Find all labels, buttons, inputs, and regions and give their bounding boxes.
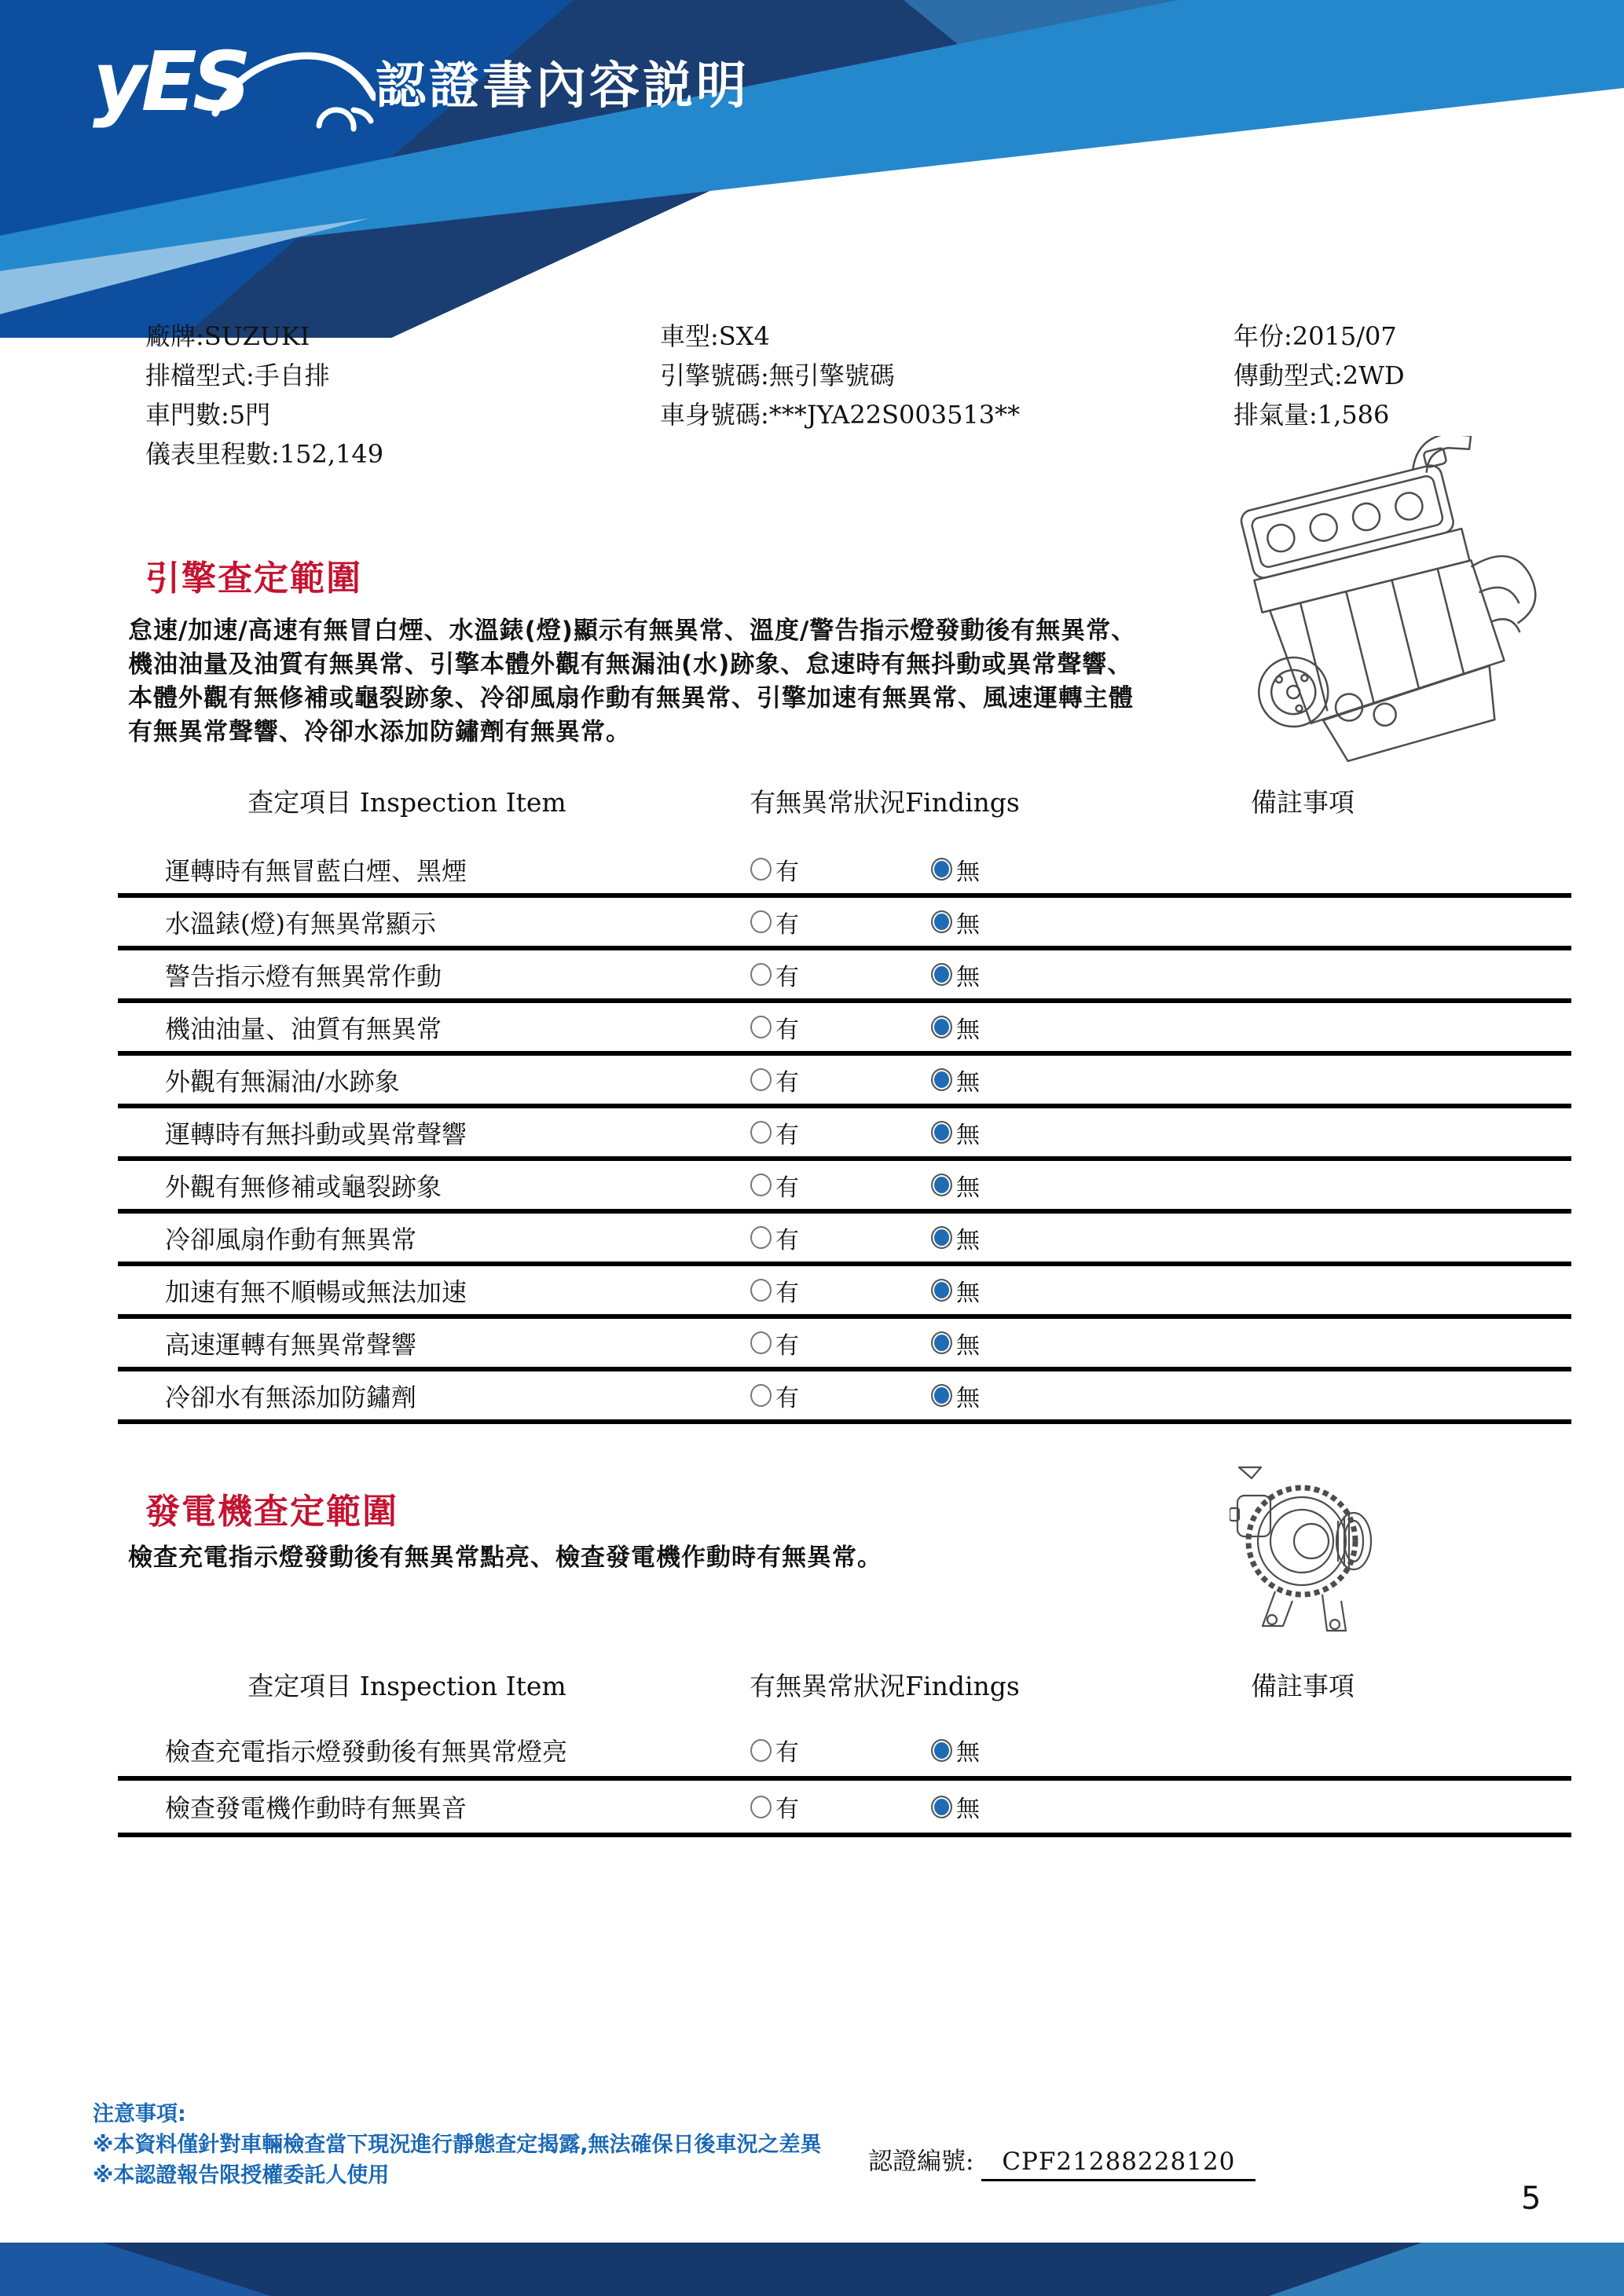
- generator-inspection-table: [118, 1724, 1571, 1837]
- engine-desc-line: 怠速/加速/高速有無冒白煙、水溫錶(燈)顯示有無異常、溫度/警告指示燈發動後有無異常、: [128, 617, 1137, 645]
- info-mileage: 儀表里程數:152,149: [145, 439, 384, 469]
- info-brand: 廠牌:SUZUKI: [145, 321, 310, 351]
- note-item: ※本資料僅針對車輛檢查當下現況進行靜態查定揭露,無法確保日後車況之差異: [93, 2133, 822, 2157]
- table-row: [118, 1161, 1571, 1214]
- car-outline-icon: [211, 38, 376, 148]
- page-number: 5: [1521, 2181, 1542, 2217]
- table-row: [118, 898, 1571, 950]
- table-row: [118, 950, 1571, 1003]
- footer-notes: [93, 2099, 822, 2191]
- radio-label-yes: 有: [775, 1068, 799, 1097]
- radio-yes[interactable]: [750, 1796, 772, 1818]
- info-transmission: 排檔型式:手自排: [145, 361, 330, 390]
- radio-label-no: 無: [956, 1016, 980, 1044]
- radio-label-yes: 有: [775, 910, 799, 939]
- radio-label-yes: 有: [775, 858, 799, 886]
- radio-label-yes: 有: [775, 1384, 799, 1412]
- engine-desc-line: 機油油量及油質有無異常、引擎本體外觀有無漏油(水)跡象、怠速時有無抖動或異常聲響、: [128, 650, 1133, 679]
- radio-yes[interactable]: [750, 1174, 772, 1196]
- radio-label-no: 無: [956, 1068, 980, 1097]
- inspection-item-label: 檢查充電指示燈發動後有無異常燈亮: [165, 1737, 568, 1767]
- inspection-item-label: 機油油量、油質有無異常: [165, 1013, 442, 1044]
- radio-no-selected[interactable]: [931, 1121, 952, 1144]
- note-item: ※本認證報告限授權委託人使用: [93, 2163, 390, 2188]
- radio-label-no: 無: [956, 1121, 980, 1149]
- table-row: [118, 1003, 1571, 1056]
- radio-label-no: 無: [956, 1796, 980, 1823]
- table-row: [118, 1371, 1571, 1424]
- radio-label-yes: 有: [775, 1226, 799, 1254]
- table-row: [118, 1781, 1571, 1837]
- radio-label-no: 無: [956, 858, 980, 886]
- generator-section-description: [128, 1541, 882, 1575]
- engine-desc-line: 本體外觀有無修補或龜裂跡象、冷卻風扇作動有無異常、引擎加速有無異常、風速運轉主體: [128, 684, 1134, 712]
- table-row: [118, 1056, 1571, 1108]
- engine-section-title: 引擎查定範圍: [145, 558, 362, 599]
- info-doors: 車門數:5門: [145, 400, 271, 430]
- radio-label-yes: 有: [775, 1121, 799, 1149]
- inspection-item-label: 運轉時有無冒藍白煙、黑煙: [165, 855, 467, 886]
- radio-yes[interactable]: [750, 1068, 772, 1091]
- inspection-item-label: 外觀有無漏油/水跡象: [165, 1066, 400, 1097]
- radio-label-no: 無: [956, 1226, 980, 1254]
- radio-yes[interactable]: [750, 1226, 772, 1249]
- column-header-notes: 備註事項: [1251, 787, 1355, 818]
- inspection-item-label: 加速有無不順暢或無法加速: [165, 1276, 467, 1307]
- radio-yes[interactable]: [750, 858, 772, 881]
- radio-yes[interactable]: [750, 1121, 772, 1144]
- yes-logo: yES: [93, 34, 247, 130]
- info-engine-number: 引擎號碼:無引擎號碼: [660, 361, 895, 390]
- table-row: [118, 845, 1571, 898]
- inspection-item-label: 運轉時有無抖動或異常聲響: [165, 1119, 467, 1149]
- radio-label-no: 無: [956, 1174, 980, 1202]
- radio-label-yes: 有: [775, 1739, 799, 1767]
- radio-yes[interactable]: [750, 963, 772, 986]
- radio-yes[interactable]: [750, 910, 772, 933]
- engine-inspection-table: [118, 845, 1571, 1424]
- engine-section-description: [128, 614, 1136, 749]
- radio-no-selected[interactable]: [931, 1279, 952, 1302]
- certificate-number-value: CPF21288228120: [981, 2148, 1256, 2181]
- info-vin: 車身號碼:***JYA22S003513**: [660, 400, 1021, 430]
- radio-no-selected[interactable]: [931, 1331, 952, 1354]
- notes-title: 注意事項:: [93, 2102, 186, 2126]
- radio-label-no: 無: [956, 1739, 980, 1767]
- radio-no-selected[interactable]: [931, 1226, 952, 1249]
- radio-yes[interactable]: [750, 1016, 772, 1038]
- generator-desc-line: 檢查充電指示燈發動後有無異常點亮、檢查發電機作動時有無異常。: [128, 1543, 882, 1572]
- radio-label-yes: 有: [775, 1016, 799, 1044]
- radio-label-yes: 有: [775, 1796, 799, 1823]
- inspection-item-label: 外觀有無修補或龜裂跡象: [165, 1171, 442, 1202]
- table-row: [118, 1724, 1571, 1781]
- table-row: [118, 1108, 1571, 1161]
- radio-no-selected[interactable]: [931, 1016, 952, 1038]
- radio-no-selected[interactable]: [931, 1384, 952, 1407]
- radio-no-selected[interactable]: [931, 1174, 952, 1196]
- column-header-item: 查定項目 Inspection Item: [247, 787, 566, 818]
- radio-label-yes: 有: [775, 1279, 799, 1307]
- radio-label-no: 無: [956, 1331, 980, 1360]
- radio-no-selected[interactable]: [931, 1796, 952, 1818]
- engine-illustration: [1206, 436, 1552, 782]
- radio-label-no: 無: [956, 1279, 980, 1307]
- radio-no-selected[interactable]: [931, 963, 952, 986]
- info-displacement: 排氣量:1,586: [1234, 400, 1390, 430]
- radio-yes[interactable]: [750, 1279, 772, 1302]
- alternator-illustration: [1230, 1463, 1387, 1642]
- column-header-item: 查定項目 Inspection Item: [247, 1671, 566, 1701]
- info-year: 年份:2015/07: [1234, 321, 1397, 351]
- table-row: [118, 1319, 1571, 1371]
- radio-label-no: 無: [956, 963, 980, 991]
- radio-label-yes: 有: [775, 1174, 799, 1202]
- inspection-item-label: 冷卻風扇作動有無異常: [165, 1224, 417, 1254]
- inspection-item-label: 水溫錶(燈)有無異常顯示: [165, 908, 436, 939]
- radio-no-selected[interactable]: [931, 910, 952, 933]
- radio-no-selected[interactable]: [931, 1739, 952, 1762]
- radio-label-no: 無: [956, 910, 980, 939]
- certificate-number-label: 認證編號:: [868, 2148, 974, 2176]
- inspection-item-label: 高速運轉有無異常聲響: [165, 1329, 417, 1360]
- certificate-number-row: [868, 2141, 1256, 2177]
- radio-no-selected[interactable]: [931, 1068, 952, 1091]
- radio-no-selected[interactable]: [931, 858, 952, 881]
- column-header-findings: 有無異常狀況Findings: [750, 1671, 1020, 1701]
- table-row: [118, 1214, 1571, 1266]
- radio-yes[interactable]: [750, 1384, 772, 1407]
- radio-label-yes: 有: [775, 1331, 799, 1360]
- inspection-item-label: 警告指示燈有無異常作動: [165, 961, 442, 991]
- info-model: 車型:SX4: [660, 321, 770, 351]
- inspection-item-label: 冷卻水有無添加防鏽劑: [165, 1382, 417, 1412]
- radio-label-yes: 有: [775, 963, 799, 991]
- radio-yes[interactable]: [750, 1739, 772, 1762]
- generator-section-title: 發電機查定範圍: [145, 1492, 398, 1532]
- table-row: [118, 1266, 1571, 1319]
- page-title: 認證書內容説明: [376, 57, 750, 115]
- engine-desc-line: 有無異常聲響、冷卻水添加防鏽劑有無異常。: [128, 718, 631, 746]
- radio-label-no: 無: [956, 1384, 980, 1412]
- column-header-notes: 備註事項: [1251, 1671, 1355, 1701]
- info-drivetrain: 傳動型式:2WD: [1234, 361, 1405, 390]
- column-header-findings: 有無異常狀況Findings: [750, 787, 1020, 818]
- footer-banner: [0, 2243, 1624, 2296]
- radio-yes[interactable]: [750, 1331, 772, 1354]
- inspection-item-label: 檢查發電機作動時有無異音: [165, 1793, 467, 1823]
